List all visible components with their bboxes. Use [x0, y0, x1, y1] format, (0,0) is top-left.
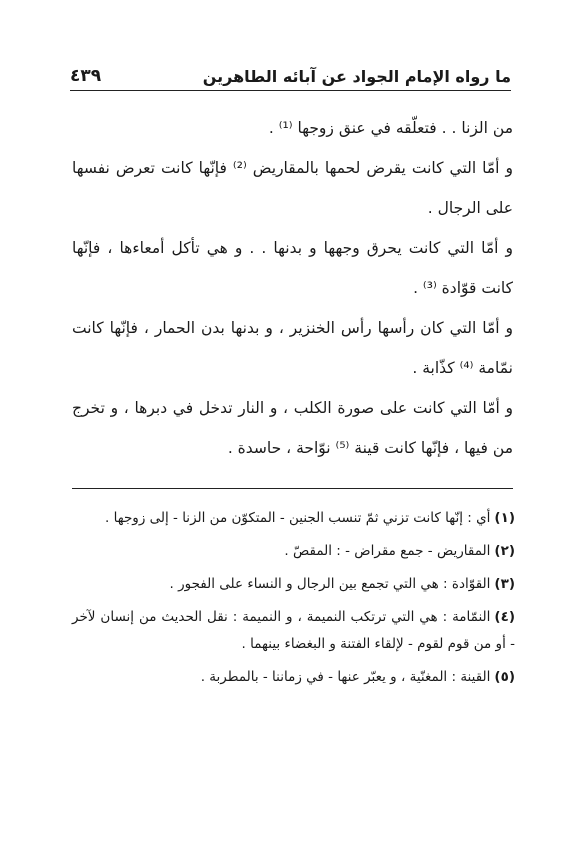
- footnote-text: أي : إنّها كانت تزني ثمّ تنسب الجنين - المتكوّن من الزنا - إلى زوجها .: [105, 510, 491, 526]
- footnote: [72, 604, 515, 658]
- page-header: [70, 62, 511, 91]
- page-number: ٤٣٩: [70, 66, 102, 86]
- footnote-text: المقاريض - جمع مقراض - : المقصّ .: [284, 543, 491, 559]
- paragraph: و أمّا التي كانت على صورة الكلب ، و النار تدخل في دبرها ، و تخرج من فيها ، فإنّها كانت قينة ⁽⁵⁾ نوّاحة ، حاسدة .: [72, 399, 513, 457]
- paragraph: و أمّا التي كانت يحرق وجهها و بدنها . . و هي تأكل أمعاءها ، فإنّها كانت قوّادة ⁽³⁾ .: [72, 239, 513, 297]
- running-title: ما رواه الإمام الجواد عن آبائه الطاهرين: [202, 67, 511, 86]
- footnote-number: (٢): [494, 543, 515, 559]
- footnote-text: النمّامة : هي التي ترتكب النميمة ، و النميمة : نقل الحديث من إنسان لآخر - أو من قوم لقوم - لإلقاء الفتنة و البغضاء بينهما .: [72, 609, 515, 652]
- footnote-number: (١): [494, 510, 515, 526]
- main-text: [72, 108, 513, 468]
- footnote: [72, 538, 515, 565]
- footnote-number: (٥): [494, 669, 515, 685]
- footnote-number: (٤): [494, 609, 515, 625]
- footnote-text: القينة : المغنّية ، و يعبّر عنها - في زماننا - بالمطربة .: [200, 669, 491, 685]
- footnotes: [72, 505, 515, 697]
- footnote-text: القوّادة : هي التي تجمع بين الرجال و النساء على الفجور .: [169, 576, 491, 592]
- footnote: [72, 664, 515, 691]
- footnote: [72, 505, 515, 532]
- paragraph: من الزنا . . فتعلّقه في عنق زوجها ⁽¹⁾ .: [268, 119, 513, 137]
- paragraph: و أمّا التي كانت يقرض لحمها بالمقاريض ⁽²⁾ فإنّها كانت تعرض نفسها على الرجال .: [72, 159, 513, 217]
- paragraph: و أمّا التي كان رأسها رأس الخنزير ، و بدنها بدن الحمار ، فإنّها كانت نمّامة ⁽⁴⁾ كذّابة .: [72, 319, 513, 377]
- footnote-number: (٣): [494, 576, 515, 592]
- footnote: [72, 571, 515, 598]
- footnote-divider: [72, 488, 513, 489]
